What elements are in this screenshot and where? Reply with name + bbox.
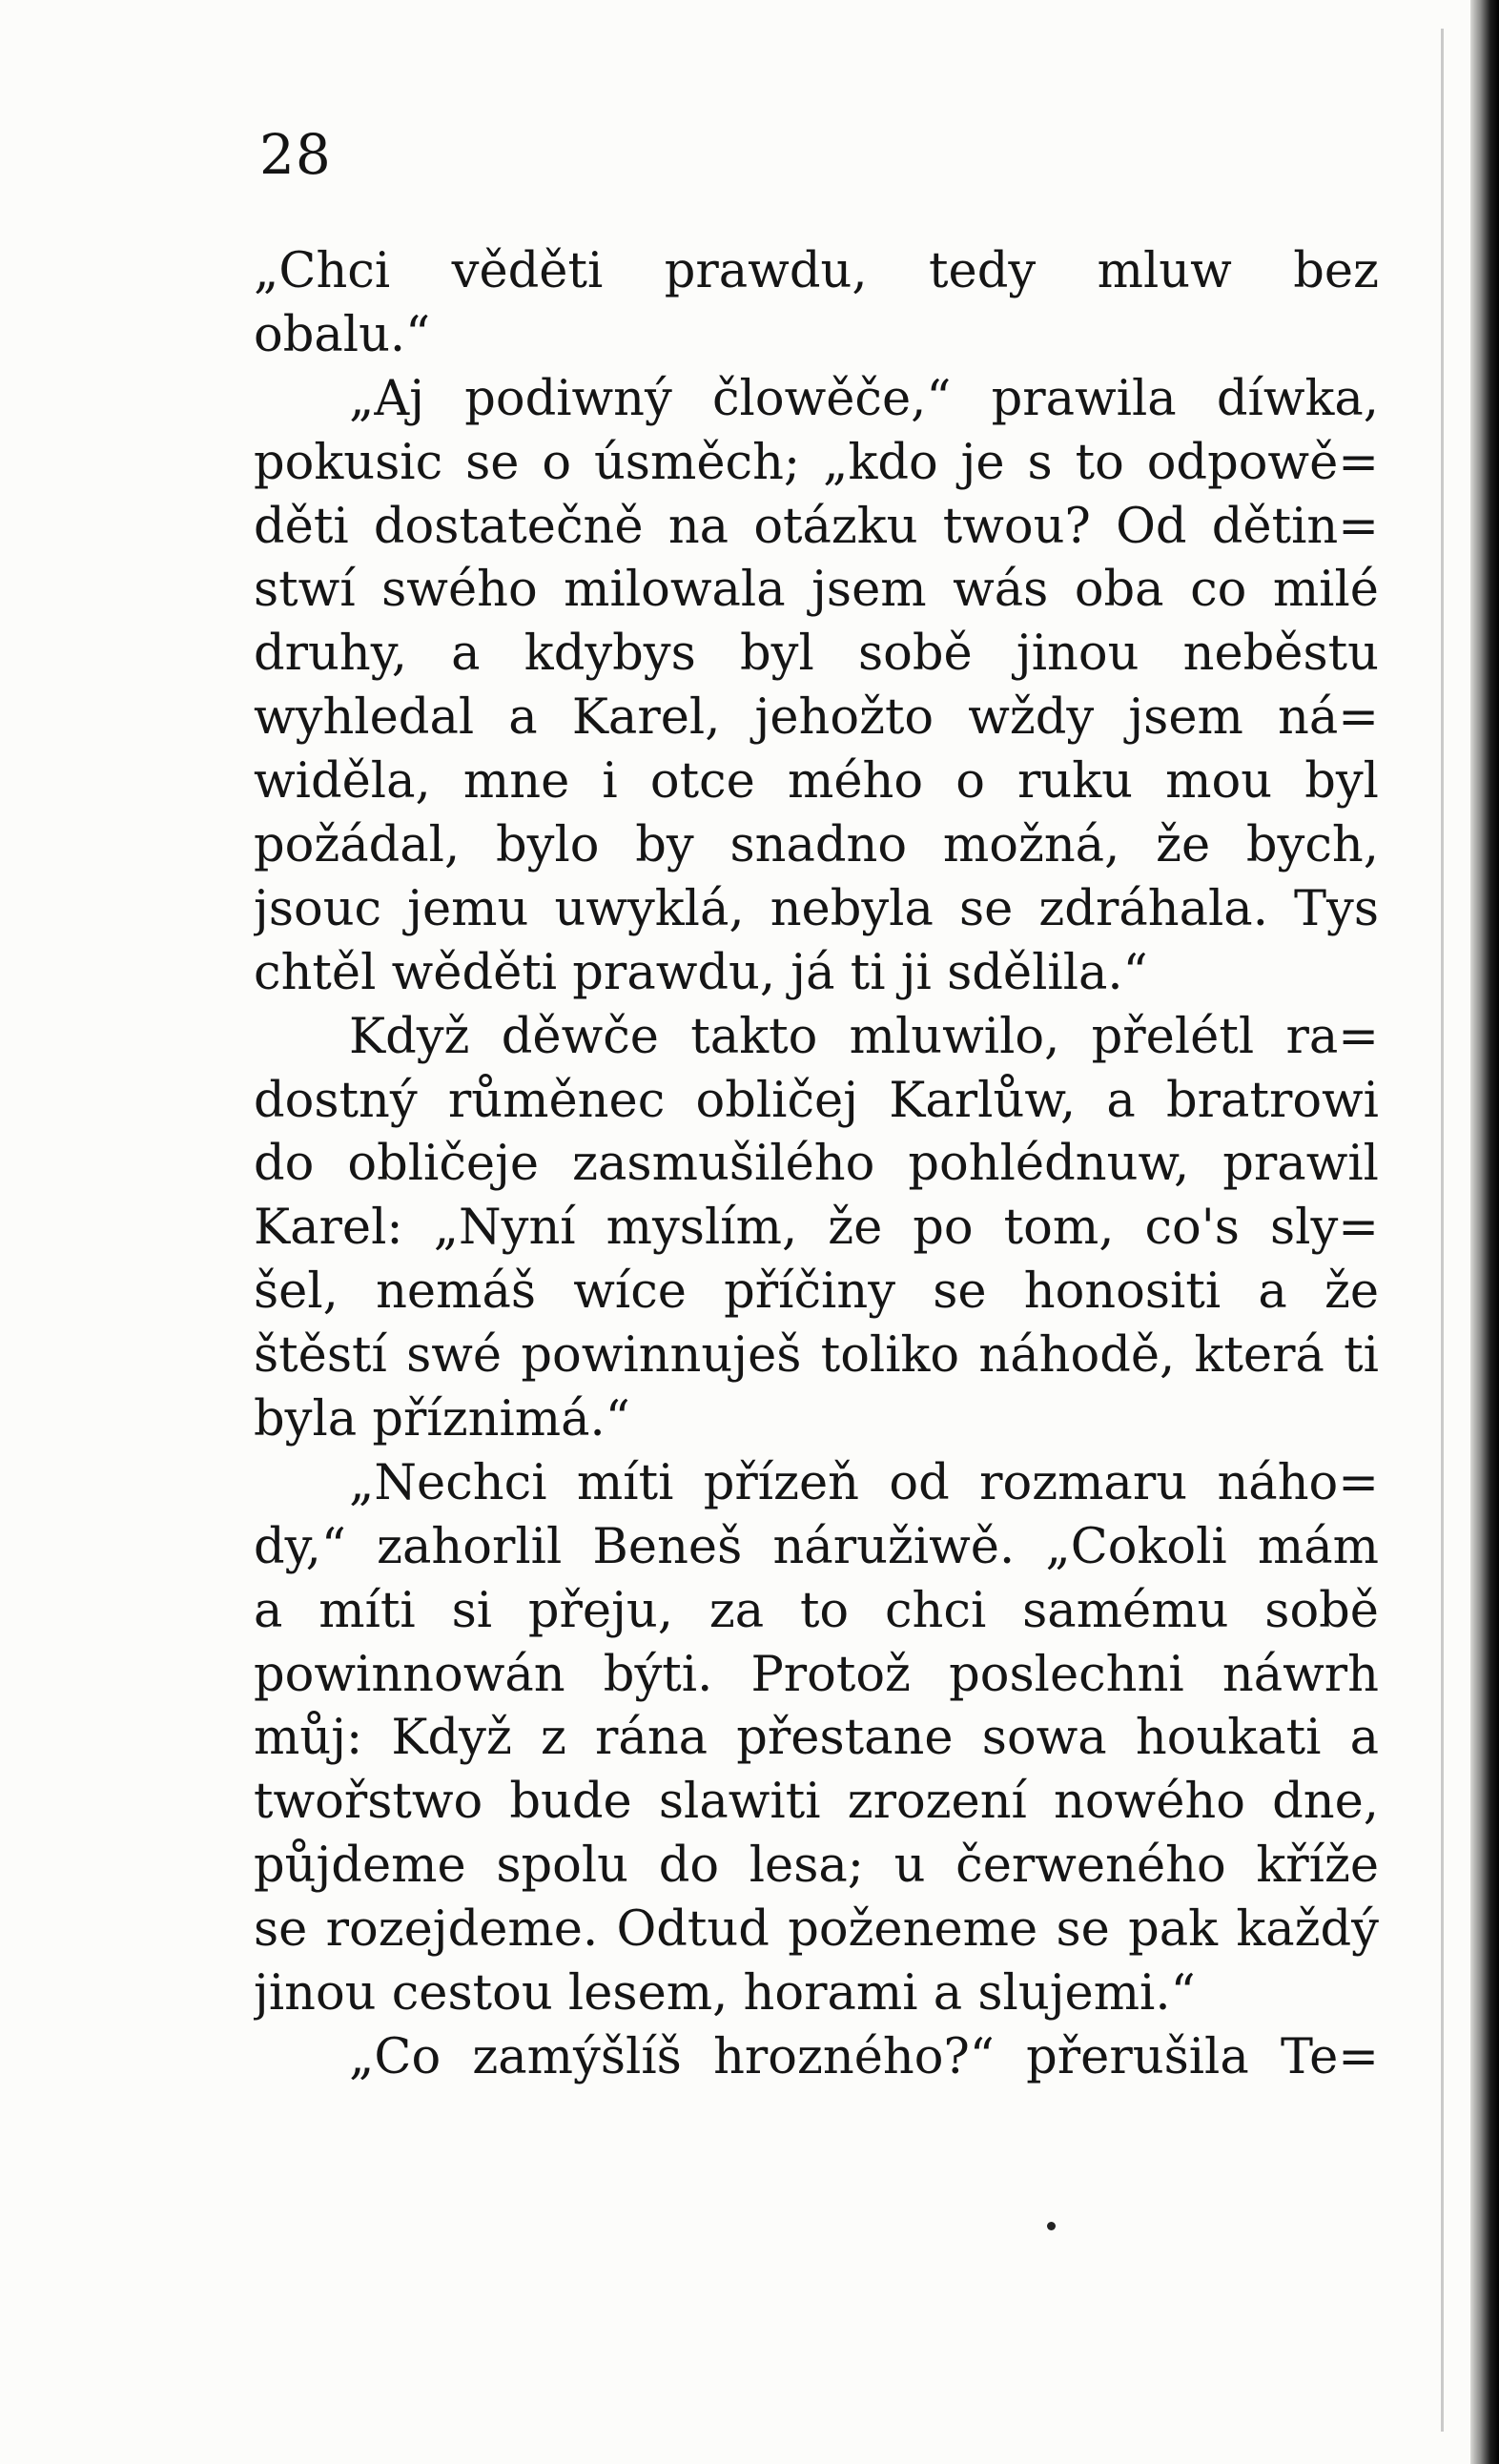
text-line: byla příznimá.“: [254, 1391, 630, 1448]
text-line: šel, nemáš wíce příčiny se honositi a že: [254, 1263, 1379, 1321]
ink-speck: [1047, 2222, 1056, 2230]
text-line: dy,“ zahorlil Beneš náružiwě. „Cokoli mám: [254, 1518, 1379, 1575]
text-line: jinou cestou lesem, horami a slujemi.“: [254, 1965, 1196, 2023]
text-line: Když děwče takto mluwilo, přelétl ra=: [349, 1008, 1379, 1065]
text-line: požádal, bylo by snadno možná, že bych,: [254, 817, 1379, 874]
text-line: stwí swého milowala jsem wás oba co milé: [254, 562, 1379, 619]
text-line: štěstí swé powinnuješ toliko náhodě, která ti: [254, 1327, 1379, 1385]
text-line: „Co zamýšlíš hrozného?“ přerušila Te=: [349, 2028, 1379, 2085]
page-number: 28: [259, 122, 332, 187]
text-line: druhy, a kdybys byl sobě jinou neběstu: [254, 626, 1379, 683]
text-line: se rozejdeme. Odtud poženeme se pak každý: [254, 1901, 1379, 1959]
body-text: [254, 240, 1379, 2090]
text-line: pokusic se o úsměch; „kdo je s to odpowě=: [254, 434, 1379, 491]
text-line: twořstwo bude slawiti zrození nowého dne,: [254, 1774, 1379, 1831]
text-line: dostný růměnec obličej Karlůw, a bratrowi: [254, 1072, 1379, 1129]
binding-edge: [1470, 0, 1499, 2464]
text-line: chtěl wěděti prawdu, já ti ji sdělila.“: [254, 944, 1148, 1001]
text-line: „Aj podiwný člowěče,“ prawila díwka,: [349, 370, 1379, 427]
text-line: děti dostatečně na otázku twou? Od dětin=: [254, 498, 1379, 555]
text-line: Karel: „Nyní myslím, že po tom, co's sly=: [254, 1200, 1379, 1257]
text-line: do obličeje zasmušilého pohlédnuw, prawil: [254, 1136, 1379, 1193]
text-line: můj: Když z rána přestane sowa houkati a: [254, 1710, 1379, 1767]
text-line: obalu.“: [254, 306, 431, 363]
text-line: widěla, mne i otce mého o ruku mou byl: [254, 753, 1379, 811]
text-line: „Nechci míti přízeň od rozmaru náho=: [349, 1454, 1379, 1511]
text-line: „Chci věděti prawdu, tedy mluw bez: [254, 243, 1379, 299]
text-line: wyhledal a Karel, jehožto wždy jsem ná=: [254, 689, 1379, 747]
text-line: a míti si přeju, za to chci samému sobě: [254, 1582, 1379, 1639]
text-line: půjdeme spolu do lesa; u čerweného kříže: [254, 1838, 1379, 1895]
text-line: powinnowán býti. Protož poslechni náwrh: [254, 1646, 1379, 1703]
binding-shadow-line: [1441, 29, 1444, 2432]
text-line: jsouc jemu uwyklá, nebyla se zdráhala. Tys: [254, 880, 1379, 937]
